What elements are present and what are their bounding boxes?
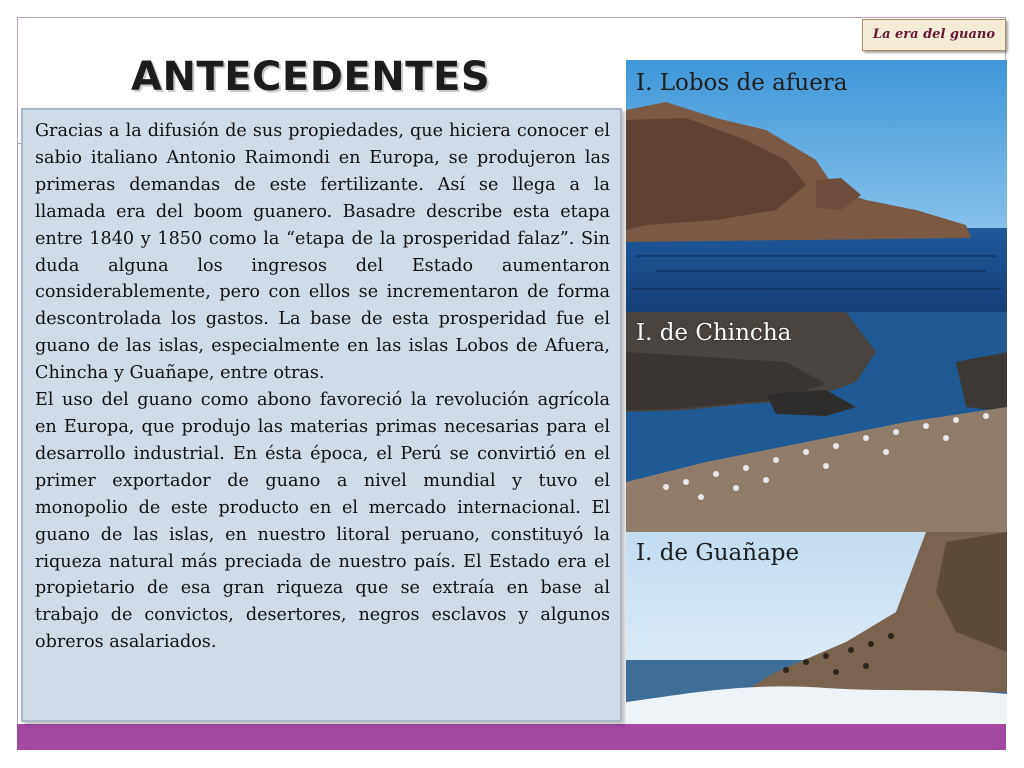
- bottom-band: [17, 724, 1006, 750]
- photo-label-lobos: I. Lobos de afuera: [636, 70, 848, 96]
- photo-column: [626, 60, 1007, 724]
- photo-label-guanape: I. de Guañape: [636, 540, 800, 566]
- paragraph-1: Gracias a la difusión de sus propiedades, que hiciera conocer el sabio italiano Antonio Raimondi en Europa, se produjeron las primeras demandas de este fertilizante. Así se llega a la llamada era del boom guanero. Basadre describe esta etapa entre 1840 y 1850 como la “etapa de la prosperidad falaz”. Sin duda alguna los ingresos del Estado aumentaron considerablemente, pero con ellos se incrementaron de forma descontrolada los gastos. La base de esta prosperidad fue el guano de las islas, especialmente en las islas Lobos de Afuera, Chincha y Guañape, entre otras.: [35, 121, 610, 384]
- photo-lobos-de-afuera: [626, 60, 1007, 312]
- page-title: ANTECEDENTES: [131, 54, 491, 100]
- photo-label-chincha: I. de Chincha: [636, 320, 792, 346]
- paragraph-2: El uso del guano como abono favoreció la revolución agrícola en Europa, que produjo las materias primas necesarias para el desarrollo industrial. En ésta época, el Perú se convirtió en el primer exportador de guano a nivel mundial y tuvo el monopolio de este producto en el mercado internacional. El guano de las islas, en nuestro litoral peruano, constituyó la riqueza natural más preciada de nuestro país. El Estado era el propietario de esa gran riqueza que se extraía en base al trabajo de convictos, desertores, negros esclavos y algunos obreros asalariados.: [35, 390, 610, 653]
- photo-chincha: [626, 312, 1007, 532]
- text-box: [21, 108, 622, 722]
- lobos-island-image: [626, 60, 1007, 312]
- topic-tag: La era del guano: [862, 19, 1006, 51]
- photo-guanape: [626, 532, 1007, 724]
